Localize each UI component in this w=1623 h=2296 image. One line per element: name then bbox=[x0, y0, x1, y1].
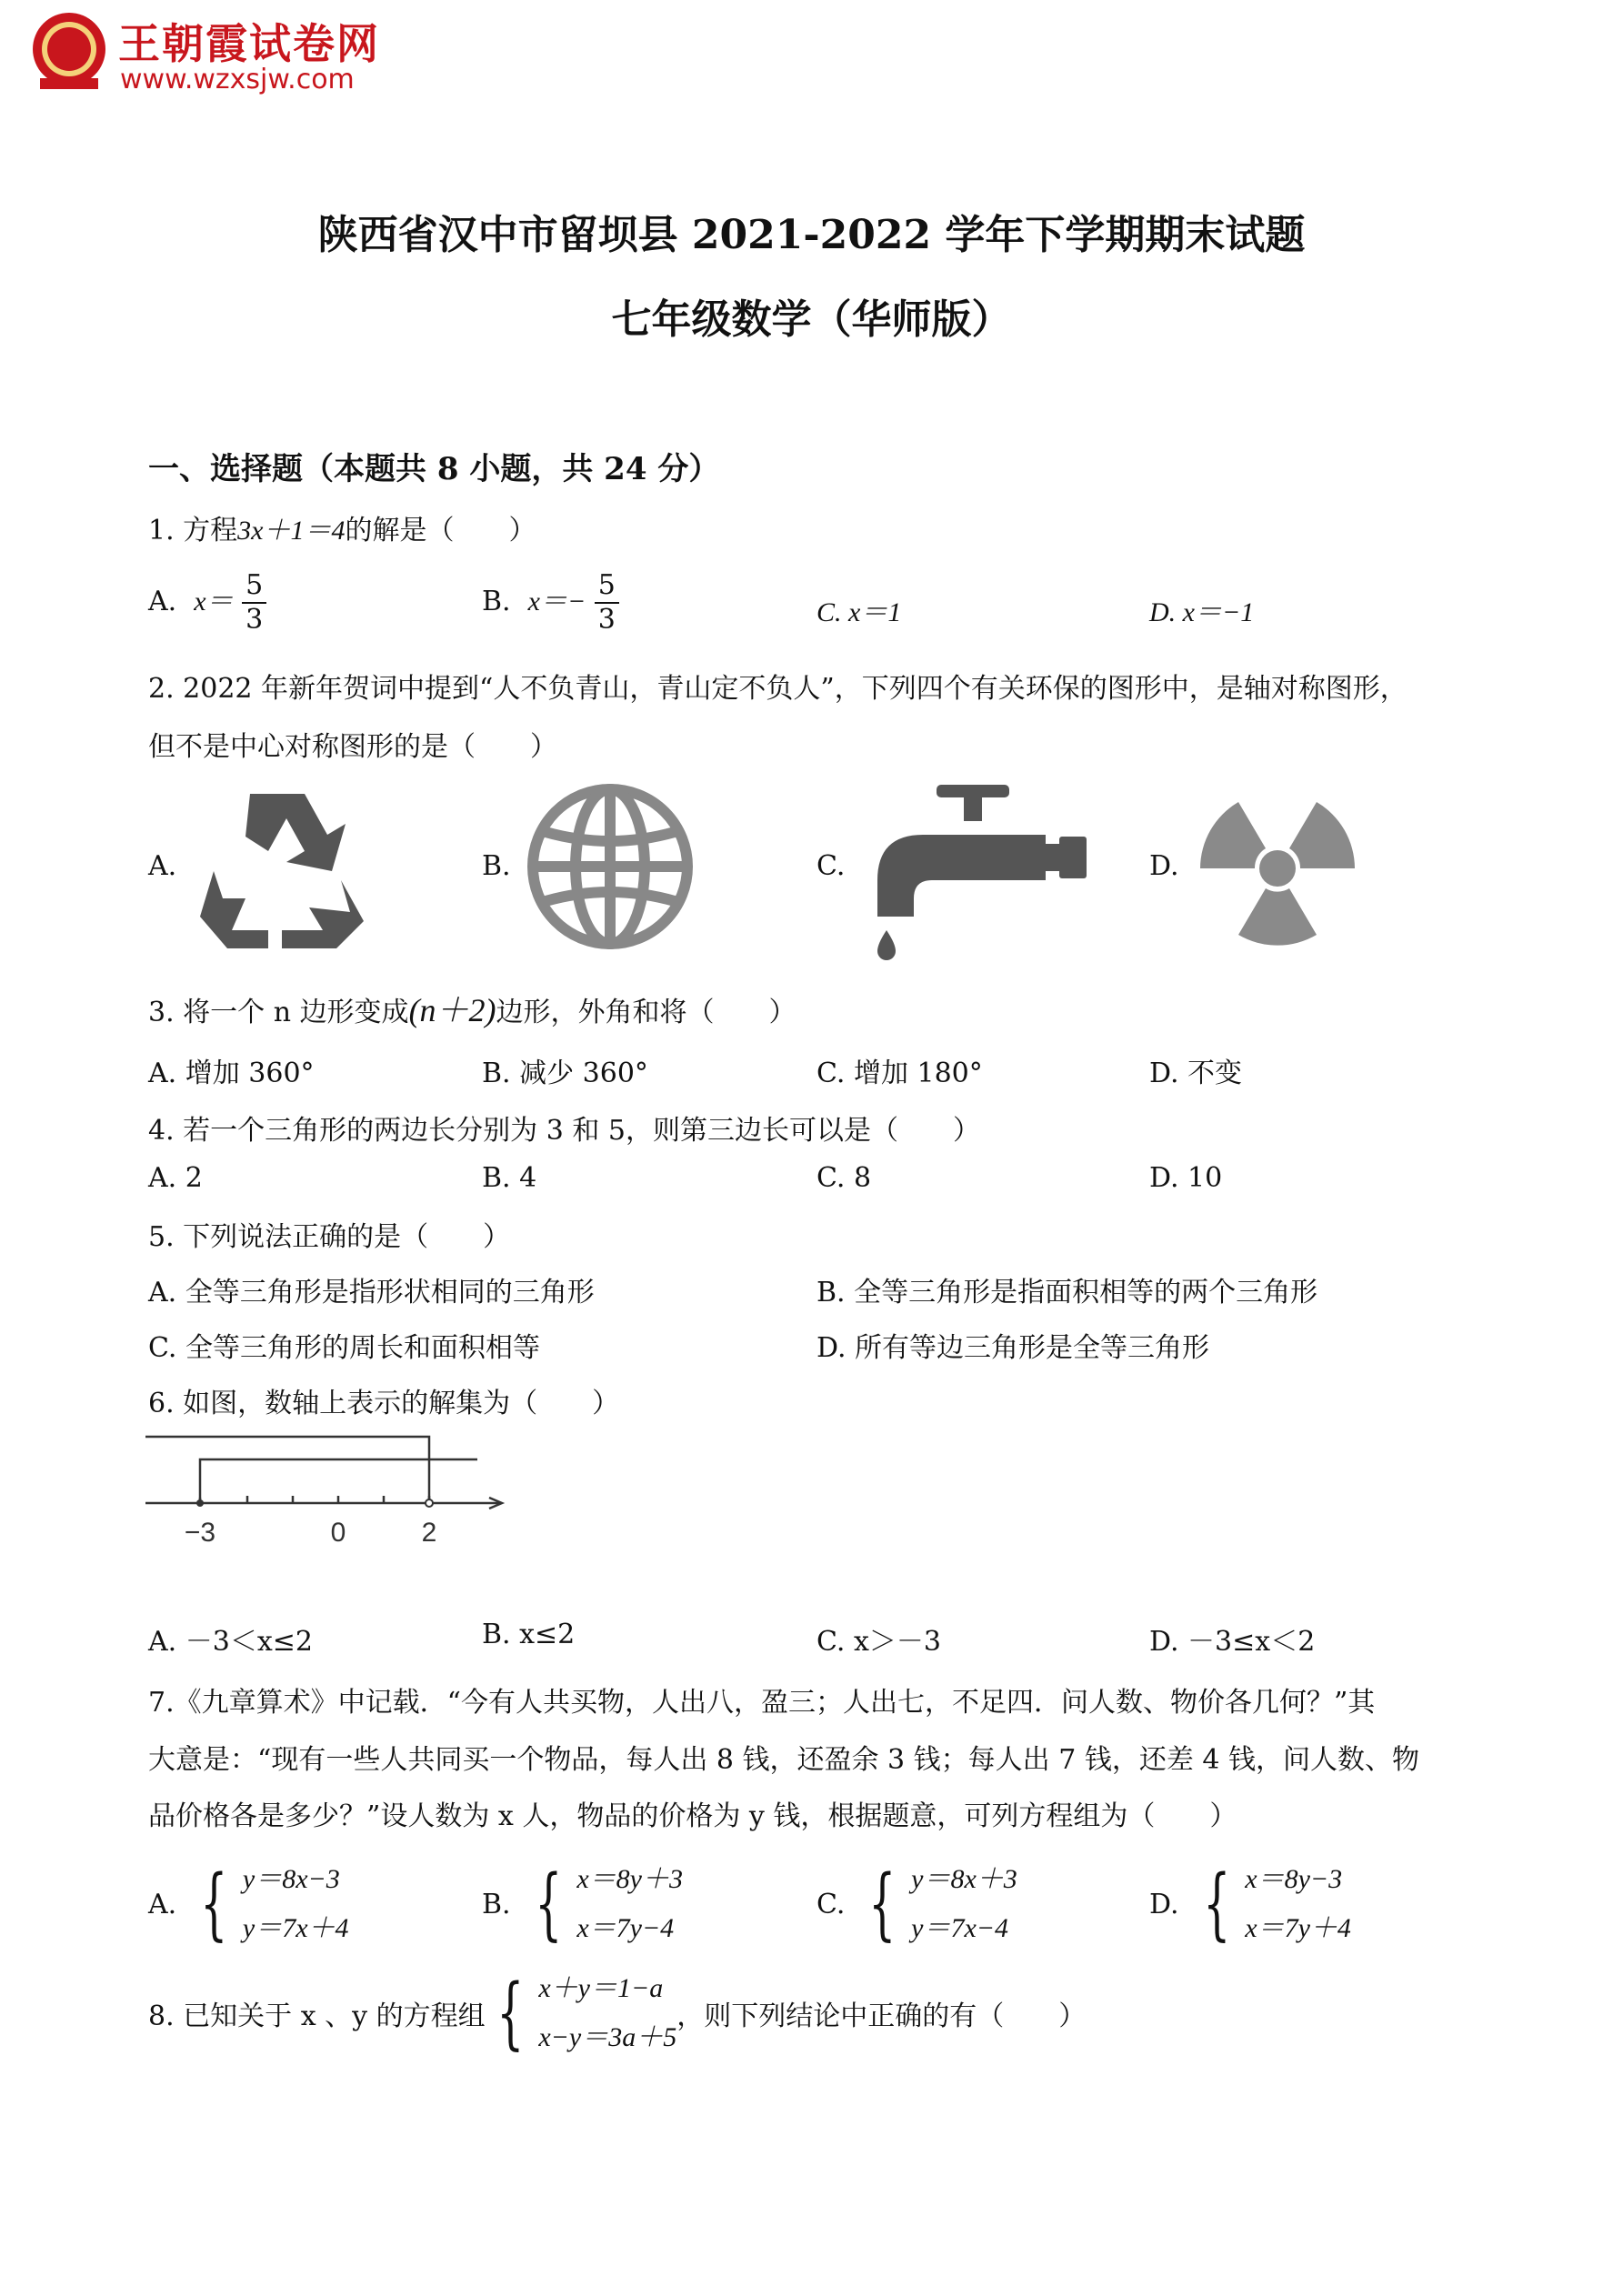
radiation-icon[interactable] bbox=[1191, 782, 1364, 946]
question-6-option-d[interactable]: D. －3≤x＜2 bbox=[1149, 1626, 1316, 1658]
question-6-option-a[interactable]: A. －3＜x≤2 bbox=[148, 1626, 313, 1658]
question-7-option-a[interactable]: A. { y＝8x−3 y＝7x＋4 bbox=[148, 1859, 349, 1950]
site-logo-name: 王朝霞试卷网 bbox=[118, 19, 380, 68]
question-7-option-c[interactable]: C. { y＝8x＋3 y＝7x−4 bbox=[817, 1859, 1017, 1950]
question-1-stem: 1. 方程3x＋1＝4的解是（ ） bbox=[148, 515, 536, 546]
exam-title: 陕西省汉中市留坝县 2021-2022 学年下学期期末试题 bbox=[317, 212, 1306, 258]
question-2-stem-line1: 2. 2022 年新年贺词中提到“人不负青山，青山定不负人”，下列四个有关环保的图形中，是轴对称图形， bbox=[148, 673, 1408, 705]
faucet-icon[interactable] bbox=[859, 780, 1096, 962]
question-4-option-d[interactable]: D. 10 bbox=[1149, 1162, 1223, 1194]
question-2-option-a-label[interactable]: A. bbox=[148, 850, 177, 882]
question-1-option-d[interactable]: D. x＝−1 bbox=[1149, 597, 1255, 627]
question-3-option-d[interactable]: D. 不变 bbox=[1149, 1058, 1243, 1089]
question-7-stem-line2: 大意是：“现有一些人共同买一个物品，每人出 8 钱，还盈余 3 钱；每人出 7 钱，还差 4 钱，问人数、物 bbox=[148, 1744, 1419, 1776]
question-8-stem: 8. 已知关于 x 、y 的方程组 { x＋y＝1−a x−y＝3a＋5 ，则下列结论中正确的有（ ） bbox=[148, 1968, 1087, 2059]
question-3-stem: 3. 将一个 n 边形变成(n＋2)边形，外角和将（ ） bbox=[148, 992, 796, 1028]
number-line-figure bbox=[145, 1432, 518, 1550]
question-7-stem-line3: 品价格各是多少？”设人数为 x 人，物品的价格为 y 钱，根据题意，可列方程组为（ ） bbox=[148, 1800, 1237, 1832]
question-1-option-c[interactable]: C. x＝1 bbox=[817, 597, 902, 627]
question-3-option-c[interactable]: C. 增加 180° bbox=[817, 1058, 983, 1089]
question-5-option-c[interactable]: C. 全等三角形的周长和面积相等 bbox=[148, 1332, 540, 1364]
recycle-icon[interactable] bbox=[195, 780, 368, 953]
axis-label-2: 2 bbox=[421, 1518, 437, 1548]
fraction: $\frac{5}{3}$ bbox=[242, 569, 266, 637]
question-4-stem: 4. 若一个三角形的两边长分别为 3 和 5，则第三边长可以是（ ） bbox=[148, 1115, 980, 1147]
question-5-option-d[interactable]: D. 所有等边三角形是全等三角形 bbox=[817, 1332, 1210, 1364]
question-2-option-b-label[interactable]: B. bbox=[482, 850, 511, 882]
exam-subtitle: 七年级数学（华师版） bbox=[611, 296, 1012, 343]
question-2-stem-line2: 但不是中心对称图形的是（ ） bbox=[148, 731, 557, 763]
question-1-option-b[interactable]: B. x＝− $\frac{5}{3}$ bbox=[482, 569, 619, 637]
question-2-option-d-label[interactable]: D. bbox=[1149, 850, 1179, 882]
question-2-option-c-label[interactable]: C. bbox=[817, 850, 846, 882]
fraction: $\frac{5}{3}$ bbox=[595, 569, 619, 637]
section-heading: 一、选择题（本题共 8 小题，共 24 分） bbox=[148, 451, 720, 487]
question-7-stem-line1: 7.《九章算术》中记载．“今有人共买物，人出八，盈三；人出七，不足四．问人数、物价各几何？”其 bbox=[148, 1687, 1376, 1719]
question-4-option-a[interactable]: A. 2 bbox=[148, 1162, 203, 1194]
question-7-option-b[interactable]: B. { x＝8y＋3 x＝7y−4 bbox=[482, 1859, 683, 1950]
globe-icon[interactable] bbox=[526, 782, 695, 951]
question-5-option-a[interactable]: A. 全等三角形是指形状相同的三角形 bbox=[148, 1277, 595, 1308]
site-logo-badge bbox=[27, 9, 111, 93]
question-6-stem: 6. 如图，数轴上表示的解集为（ ） bbox=[148, 1388, 620, 1419]
question-6-option-b[interactable]: B. x≤2 bbox=[482, 1619, 576, 1650]
question-4-option-b[interactable]: B. 4 bbox=[482, 1162, 537, 1194]
axis-label-minus3: −3 bbox=[184, 1518, 216, 1548]
question-5-option-b[interactable]: B. 全等三角形是指面积相等的两个三角形 bbox=[817, 1277, 1318, 1308]
site-logo-url[interactable]: www.wzxsjw.com bbox=[120, 64, 355, 95]
question-5-stem: 5. 下列说法正确的是（ ） bbox=[148, 1221, 511, 1253]
question-6-option-c[interactable]: C. x＞－3 bbox=[817, 1626, 941, 1658]
question-7-option-d[interactable]: D. { x＝8y−3 x＝7y＋4 bbox=[1149, 1859, 1351, 1950]
axis-label-0: 0 bbox=[330, 1518, 346, 1548]
question-3-option-b[interactable]: B. 减少 360° bbox=[482, 1058, 648, 1089]
question-3-option-a[interactable]: A. 增加 360° bbox=[148, 1058, 315, 1089]
question-4-option-c[interactable]: C. 8 bbox=[817, 1162, 872, 1194]
question-1-option-a[interactable]: A. x＝ $\frac{5}{3}$ bbox=[148, 569, 266, 637]
